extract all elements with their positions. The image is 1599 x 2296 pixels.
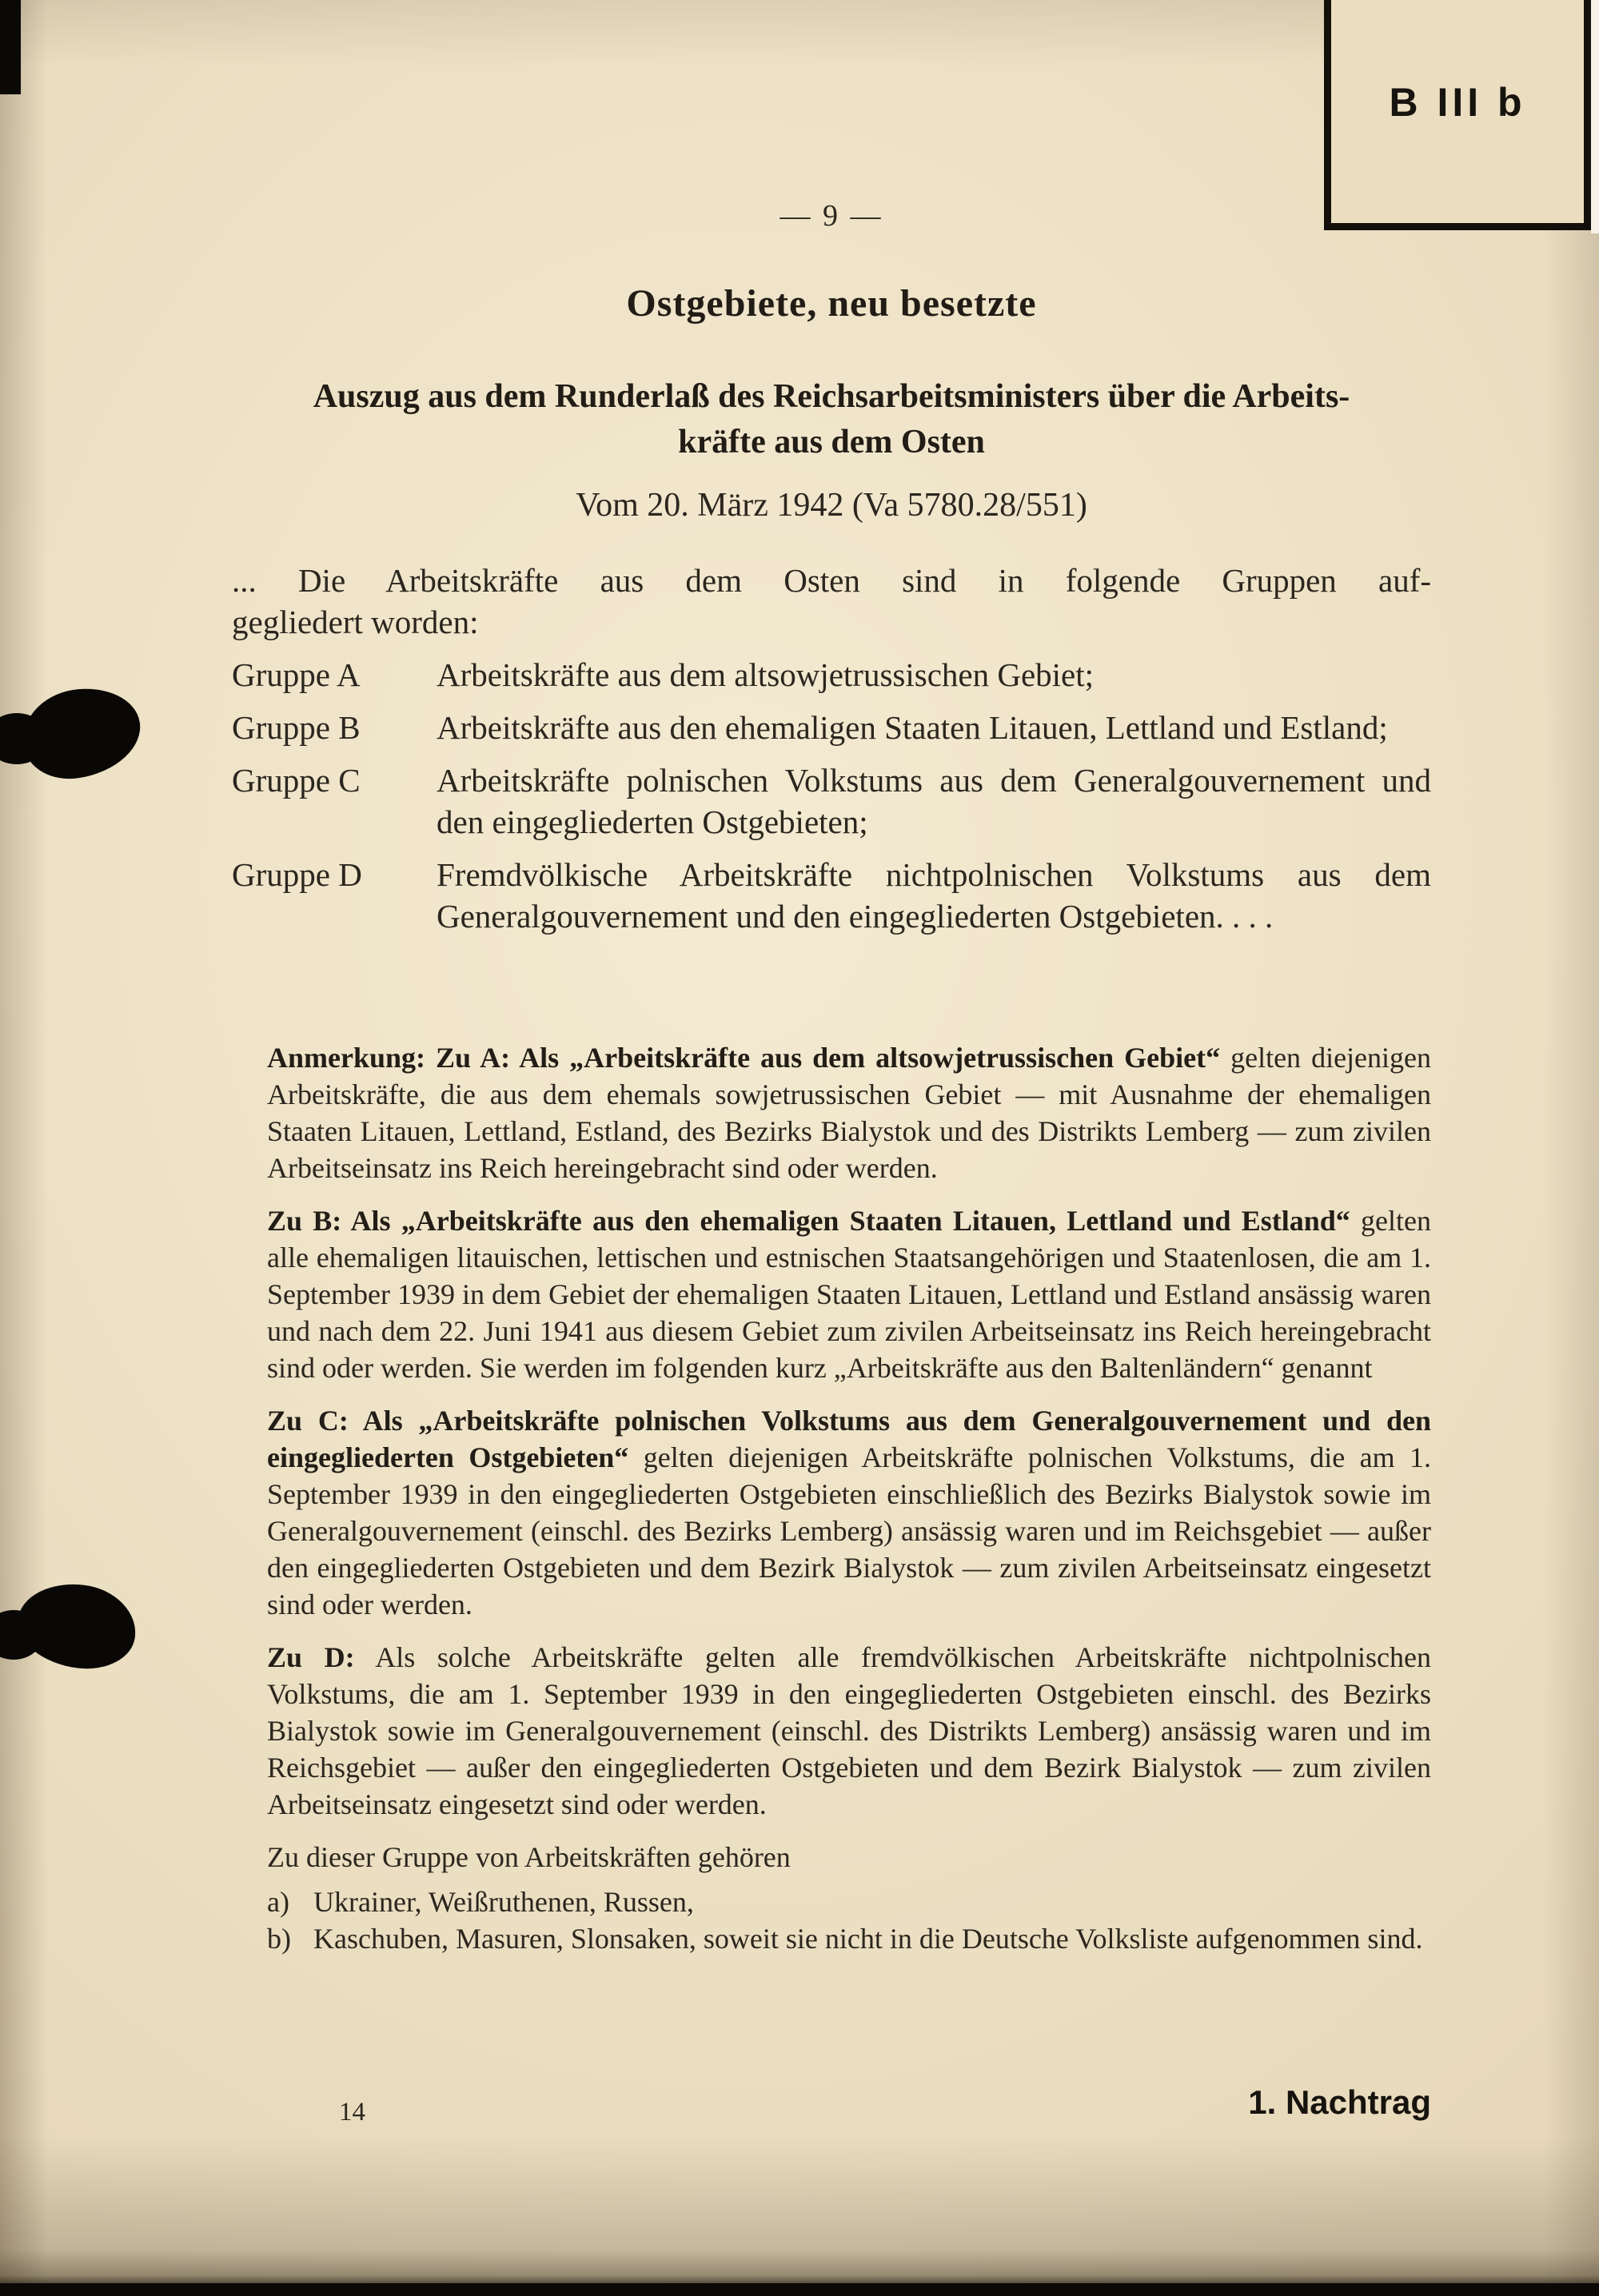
document-body bbox=[232, 560, 1431, 948]
subtitle-line-2: kräfte aus dem Osten bbox=[678, 424, 985, 460]
membership-item-a bbox=[267, 1883, 1431, 1920]
note-body: gelten diejenigen Arbeitskräfte, die aus dem ehemals sowjetrussischen Gebiet — mit Ausnahme der ehemaligen Staaten Litauen, Lettland, Estland, des Bezirks Bialystok und des Distrikts Lemberg — zum zivilen Arbeitseinsatz ins Reich hereingebracht sind oder werden. bbox=[267, 1042, 1432, 1184]
page-edge-highlight bbox=[1591, 0, 1599, 233]
note-lead: Zu D: bbox=[267, 1641, 355, 1673]
group-text: Arbeitskräfte aus dem altsowjetrussischen Gebiet; bbox=[437, 656, 1095, 693]
group-text: Arbeitskräfte polnischen Volkstums aus dem Generalgouvernement und den eingegliederten Ostgebieten; bbox=[437, 762, 1431, 840]
membership-intro: Zu dieser Gruppe von Arbeitskräften gehören bbox=[267, 1841, 791, 1873]
group-row-a bbox=[232, 654, 1431, 696]
subtitle-line-1: Auszug aus dem Runderlaß des Reichsarbeitsministers über die Arbeits- bbox=[313, 378, 1350, 415]
document-title: Ostgebiete, neu besetzte bbox=[626, 282, 1037, 325]
membership-item-b bbox=[267, 1920, 1431, 1957]
section-tab bbox=[1324, 0, 1591, 230]
bottom-page-edge bbox=[0, 2283, 1599, 2296]
group-label: Gruppe A bbox=[232, 656, 361, 693]
intro-paragraph bbox=[232, 560, 1431, 643]
document-subtitle bbox=[200, 374, 1463, 465]
item-text: Ukrainer, Weißruthenen, Russen, bbox=[313, 1886, 694, 1918]
item-text: Kaschuben, Masuren, Slonsaken, soweit sie nicht in die Deutsche Volksliste aufgenommen sind. bbox=[313, 1923, 1423, 1955]
note-body: gelten alle ehemaligen litauischen, lettischen und estnischen Staatsangehörigen und Staatenlosen, die am 1. September 1939 in dem Gebiet der ehemaligen Staaten Litauen, Lettland und Estland ansässig waren und nach dem 22. Juni 1941 aus diesem Gebiet zum zivilen Arbeitseinsatz ins Reich hereingebracht sind oder werden. Sie werden im folgenden kurz „Arbeitskräfte aus den Baltenländern“ genannt bbox=[267, 1205, 1432, 1384]
intro-line-2: gegliedert worden: bbox=[232, 604, 479, 640]
date-line: Vom 20. März 1942 (Va 5780.28/551) bbox=[576, 487, 1087, 524]
item-marker: a) bbox=[267, 1886, 289, 1918]
group-list bbox=[232, 654, 1431, 937]
item-marker: b) bbox=[267, 1923, 291, 1955]
section-tab-label: B III b bbox=[1389, 80, 1526, 125]
note-body: gelten diejenigen Arbeitskräfte polnischen Volkstums, die am 1. September 1939 in den eingegliederten Ostgebieten einschließlich des Bezirks Bialystok sowie im Generalgouvernement (einschl. des Bezirks Lemberg) ansässig waren und im Reichsgebiet — außer den eingegliederten Ostgebieten und dem Bezirk Bialystok — zum zivilen Arbeitseinsatz eingesetzt sind oder werden. bbox=[267, 1441, 1432, 1620]
group-text: Arbeitskräfte aus den ehemaligen Staaten Litauen, Lettland und Estland; bbox=[437, 709, 1388, 746]
binding-mark-top-left bbox=[0, 0, 21, 94]
note-lead: Zu C: Als „Arbeitskräfte polnischen Volkstums aus dem Generalgouvernement und den eingegliederten Ostgebieten“ bbox=[267, 1405, 1431, 1473]
note-lead: Zu B: Als „Arbeitskräfte aus den ehemaligen Staaten Litauen, Lettland und Estland“ bbox=[267, 1205, 1350, 1237]
note-paragraph-zu-c bbox=[267, 1402, 1431, 1623]
intro-line-1: ... Die Arbeitskräfte aus dem Osten sind in folgende Gruppen auf- bbox=[232, 562, 1431, 599]
group-row-c bbox=[232, 759, 1431, 843]
note-paragraph-zu-a bbox=[267, 1039, 1431, 1186]
group-row-b bbox=[232, 707, 1431, 748]
notes-section bbox=[267, 1039, 1431, 1957]
footer-supplement-label: 1. Nachtrag bbox=[1248, 2083, 1431, 2121]
group-row-d bbox=[232, 854, 1431, 937]
group-label: Gruppe B bbox=[232, 709, 361, 746]
note-body: Als solche Arbeitskräfte gelten alle fremdvölkischen Arbeitskräfte nichtpolnischen Volkstums, die am 1. September 1939 in den eingegliederten Ostgebieten einschl. des Bezirks Bialystok sowie im Generalgouvernement (einschl. des Distrikts Lemberg) ansässig waren und im Reichsgebiet — außer den eingegliederten Ostgebieten und dem Bezirk Bialystok — zum zivilen Arbeitseinsatz eingesetzt sind oder werden. bbox=[267, 1641, 1432, 1820]
group-label: Gruppe D bbox=[232, 856, 362, 893]
note-paragraph-zu-d bbox=[267, 1639, 1431, 1823]
group-text: Fremdvölkische Arbeitskräfte nichtpolnischen Volkstums aus dem Generalgouvernement und den eingegliederten Ostgebieten. . . . bbox=[437, 856, 1431, 935]
group-label: Gruppe C bbox=[232, 762, 361, 799]
note-paragraph-zu-b bbox=[267, 1202, 1431, 1386]
page-number: — 9 — bbox=[780, 199, 883, 233]
footer-page-ref: 14 bbox=[339, 2098, 365, 2127]
note-lead: Anmerkung: Zu A: Als „Arbeitskräfte aus dem altsowjetrussischen Gebiet“ bbox=[267, 1042, 1221, 1074]
